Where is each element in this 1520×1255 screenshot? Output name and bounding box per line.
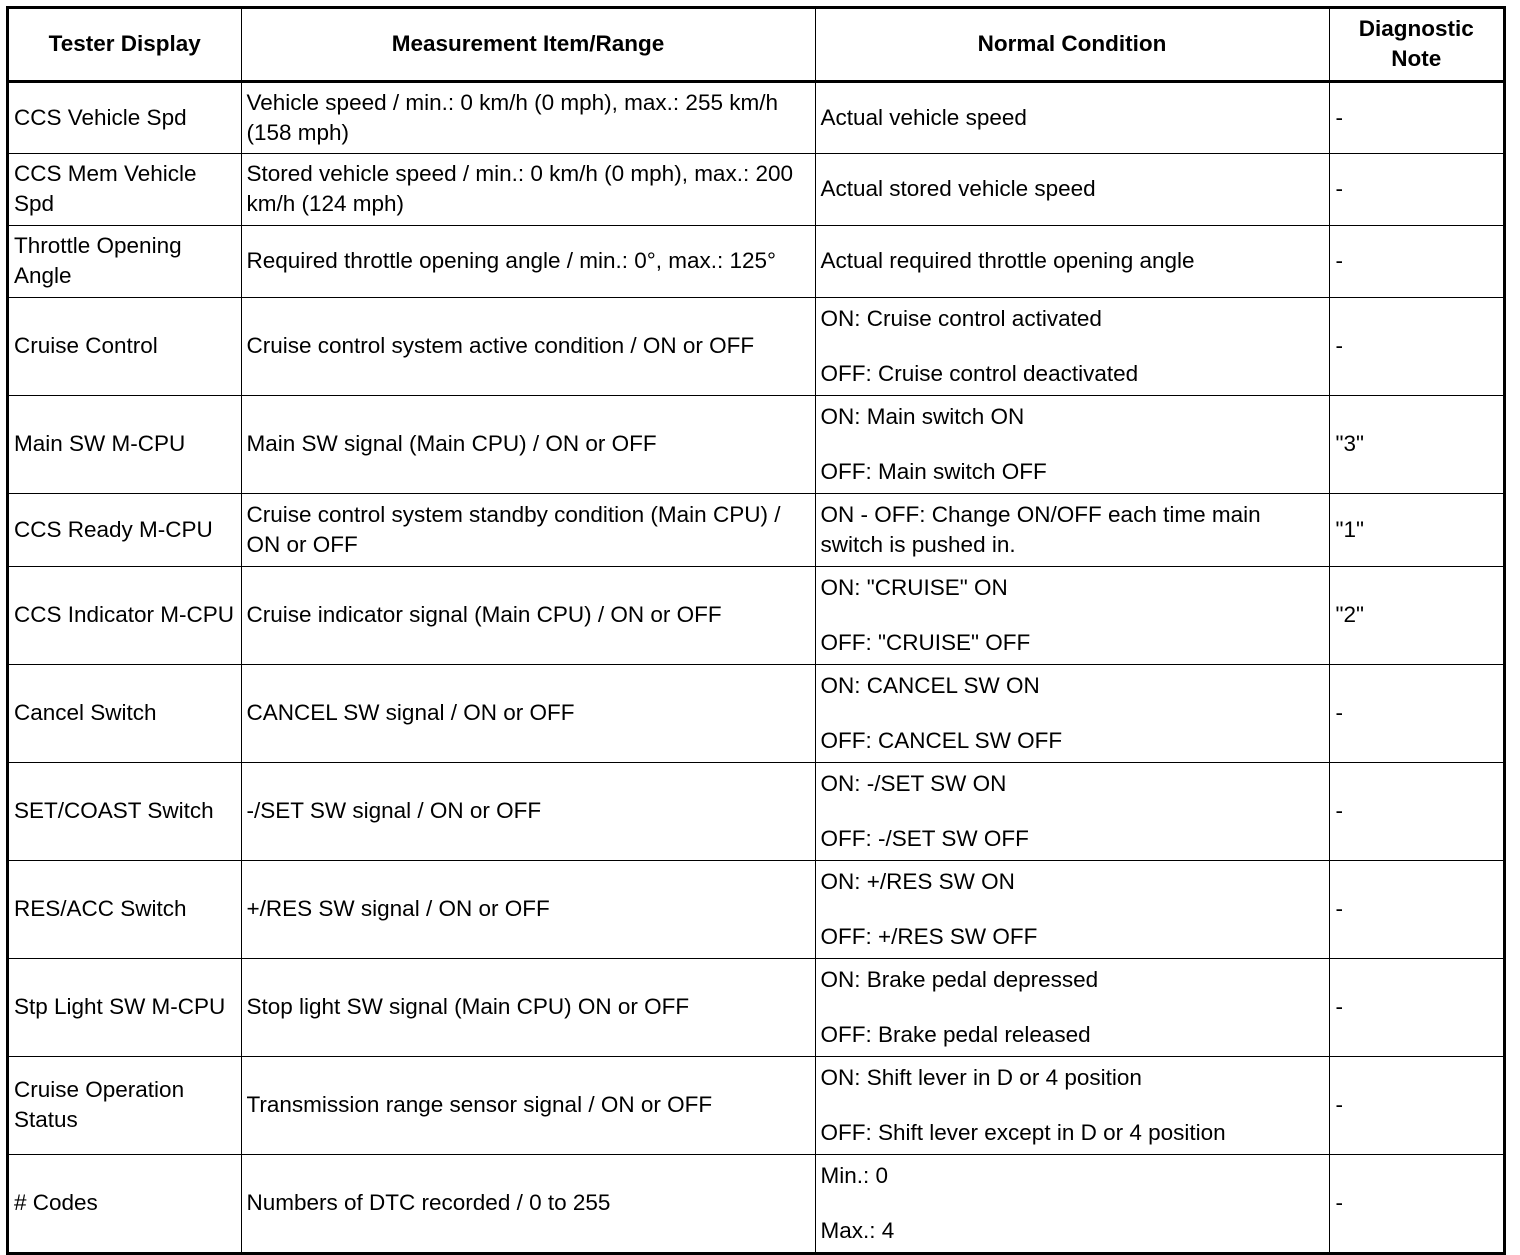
normal-condition-line: ON: -/SET SW ON [820,770,1007,796]
normal-condition-line: ON: Brake pedal depressed [820,966,1099,992]
cell-tester-display: CCS Mem Vehicle Spd [9,153,241,225]
table-row [9,958,1503,1056]
cell-normal-condition [815,297,1329,395]
cell-tester-display: SET/COAST Switch [9,762,241,860]
table-row [9,297,1503,395]
table-row [9,664,1503,762]
cell-tester-display: # Codes [9,1154,241,1252]
normal-condition-line: ON: Shift lever in D or 4 position [820,1064,1142,1090]
cell-measurement: -/SET SW signal / ON or OFF [241,762,815,860]
cell-tester-display: Stp Light SW M-CPU [9,958,241,1056]
cell-tester-display: Cruise Operation Status [9,1056,241,1154]
cell-measurement: Cruise control system active condition / ON or OFF [241,297,815,395]
cell-diagnostic-note: "1" [1329,493,1503,566]
normal-condition-line: ON: +/RES SW ON [820,868,1015,894]
cell-normal-condition [815,664,1329,762]
cell-measurement: +/RES SW signal / ON or OFF [241,860,815,958]
data-list-table-frame [6,6,1506,1255]
normal-condition-line: ON: CANCEL SW ON [820,672,1040,698]
normal-condition-line: OFF: Brake pedal released [820,1021,1091,1047]
cell-tester-display: CCS Ready M-CPU [9,493,241,566]
cell-measurement: Stop light SW signal (Main CPU) ON or OFF [241,958,815,1056]
normal-condition-line: Actual required throttle opening angle [820,248,1195,273]
cell-tester-display: Main SW M-CPU [9,395,241,493]
normal-condition-line: Actual stored vehicle speed [820,176,1096,201]
cell-diagnostic-note: "2" [1329,566,1503,664]
normal-condition-line: OFF: -/SET SW OFF [820,825,1029,851]
cell-tester-display: Throttle Opening Angle [9,225,241,297]
normal-condition-line: ON: Cruise control activated [820,305,1102,331]
cell-measurement: Cruise control system standby condition (Main CPU) / ON or OFF [241,493,815,566]
table-row [9,566,1503,664]
table-row [9,1056,1503,1154]
cell-diagnostic-note: - [1329,225,1503,297]
cell-diagnostic-note: - [1329,958,1503,1056]
cell-tester-display: Cancel Switch [9,664,241,762]
cell-normal-condition [815,395,1329,493]
cell-normal-condition [815,225,1329,297]
cell-measurement: Transmission range sensor signal / ON or OFF [241,1056,815,1154]
cell-measurement: Required throttle opening angle / min.: 0°, max.: 125° [241,225,815,297]
header-normal-condition: Normal Condition [815,9,1329,81]
cell-tester-display: CCS Indicator M-CPU [9,566,241,664]
table-body [9,81,1503,1252]
cell-diagnostic-note: - [1329,81,1503,153]
cell-diagnostic-note: - [1329,153,1503,225]
normal-condition-line: OFF: CANCEL SW OFF [820,727,1063,753]
cell-tester-display: CCS Vehicle Spd [9,81,241,153]
header-measurement-item: Measurement Item/Range [241,9,815,81]
normal-condition-line: Min.: 0 [820,1162,889,1188]
cell-normal-condition [815,762,1329,860]
cell-measurement: Main SW signal (Main CPU) / ON or OFF [241,395,815,493]
cell-diagnostic-note: "3" [1329,395,1503,493]
cell-diagnostic-note: - [1329,297,1503,395]
cell-normal-condition [815,860,1329,958]
normal-condition-line: ON: "CRUISE" ON [820,574,1008,600]
normal-condition-line: ON: Main switch ON [820,403,1025,429]
cell-tester-display: Cruise Control [9,297,241,395]
table-row [9,1154,1503,1252]
cell-normal-condition [815,566,1329,664]
cell-measurement: Stored vehicle speed / min.: 0 km/h (0 mph), max.: 200 km/h (124 mph) [241,153,815,225]
cell-normal-condition [815,81,1329,153]
cell-normal-condition [815,493,1329,566]
table-header-row [9,9,1503,81]
normal-condition-line: OFF: +/RES SW OFF [820,923,1038,949]
normal-condition-line: Actual vehicle speed [820,104,1027,130]
header-diagnostic-note-line1: Diagnostic [1358,16,1474,42]
normal-condition-line: OFF: Cruise control deactivated [820,360,1139,386]
header-diagnostic-note-line2: Note [1391,46,1442,72]
cell-normal-condition [815,958,1329,1056]
cell-diagnostic-note: - [1329,1154,1503,1252]
cell-diagnostic-note: - [1329,1056,1503,1154]
header-diagnostic-note [1329,9,1503,81]
table-row [9,225,1503,297]
cell-measurement: Numbers of DTC recorded / 0 to 255 [241,1154,815,1252]
normal-condition-line: Max.: 4 [820,1217,895,1243]
table-row [9,153,1503,225]
normal-condition-line: ON - OFF: Change ON/OFF each time main switch is pushed in. [820,501,1261,557]
table-row [9,81,1503,153]
cell-measurement: CANCEL SW signal / ON or OFF [241,664,815,762]
cell-normal-condition [815,153,1329,225]
data-list-table [9,9,1503,1252]
normal-condition-line: OFF: Shift lever except in D or 4 position [820,1119,1226,1145]
cell-diagnostic-note: - [1329,860,1503,958]
cell-diagnostic-note: - [1329,664,1503,762]
table-row [9,395,1503,493]
cell-diagnostic-note: - [1329,762,1503,860]
normal-condition-line: OFF: "CRUISE" OFF [820,629,1031,655]
cell-normal-condition [815,1154,1329,1252]
cell-measurement: Vehicle speed / min.: 0 km/h (0 mph), max.: 255 km/h (158 mph) [241,81,815,153]
cell-normal-condition [815,1056,1329,1154]
table-row [9,860,1503,958]
table-row [9,493,1503,566]
cell-measurement: Cruise indicator signal (Main CPU) / ON or OFF [241,566,815,664]
table-row [9,762,1503,860]
normal-condition-line: OFF: Main switch OFF [820,458,1047,484]
header-tester-display: Tester Display [9,9,241,81]
cell-tester-display: RES/ACC Switch [9,860,241,958]
